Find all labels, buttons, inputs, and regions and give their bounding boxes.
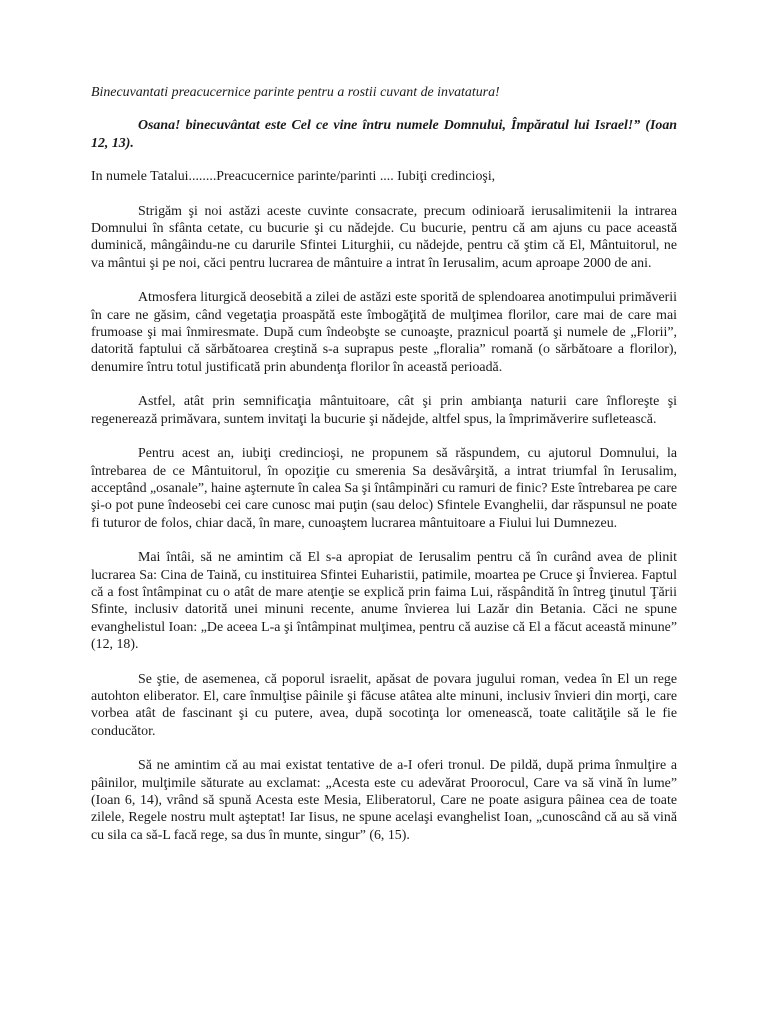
motto-verse: Osana! binecuvântat este Cel ce vine întru numele Domnului, Împăratul lui Israel!” (Ioan 12, 13). [91,118,677,151]
paragraph: Atmosfera liturgică deosebită a zilei de astăzi este sporită de splendoarea anotimpului primăverii în care ne găsim, când vegetaţia proaspătă este îmbogăţită de mulţimea florilor, care mai de care mai frumoase şi mai înmiresmate. După cum îndeobşte se cunoaşte, praznicul poartă şi numele de „Florii”, datorită faptului că sărbătoarea creştină s-a suprapus peste „floralia” romană (o sărbătoare a florilor), denumire întru totul justificată prin abundenţa florilor în această perioadă. [91,290,677,375]
paragraph: Să ne amintim că au mai existat tentative de a-I oferi tronul. De pildă, după prima înmulţire a pâinilor, mulţimile săturate au exclamat: „Acesta este cu adevărat Proorocul, Care va să vină în lume” (Ioan 6, 14), vrând să spună Acesta este Mesia, Eliberatorul, Care ne poate asigura pâinea cea de toate zilele, Regele nostru mult aşteptat! Iar Iisus, ne spune acelaşi evanghelist Ioan, „cunoscând că au să vină cu sila ca să-L facă rege, sa dus în munte, singur” (6, 15). [91,758,677,843]
intro-line: Binecuvantati preacucernice parinte pentru a rostii cuvant de invatatura! [91,85,500,100]
paragraph: Se ştie, de asemenea, că poporul israelit, apăsat de povara jugului roman, vedea în El un rege autohton eliberator. El, care înmulţise pâinile şi făcuse atâtea alte minuni, inclusiv învieri din morţi, care vorbea atât de fascinant şi cu putere, avea, după socotinţa lor omenească, toate calităţile să le fie conducător. [91,671,677,739]
paragraph: Strigăm şi noi astăzi aceste cuvinte consacrate, precum odinioară ierusalimitenii la intrarea Domnului în sfânta cetate, cu bucurie şi cu nădejde. Cu bucurie, pentru că am ajuns cu pace această duminică, mângâindu-ne cu darurile Sfintei Liturghii, cu nădejde, pentru că ştim că El, Mântuitorul, ne va mântui şi pe noi, căci pentru lucrarea de mântuire a intrat în Ierusalim, acum aproape 2000 de ani. [91,203,677,271]
paragraph: Astfel, atât prin semnificaţia mântuitoare, cât şi prin ambianţa naturii care înfloreşte şi regenerează primăvara, suntem invitaţi la bucurie şi nădejde, altfel spus, la împrimăverire sufletească. [91,394,677,427]
opening-line: In numele Tatalui........Preacucernice parinte/parinti .... Iubiţi credincioşi, [91,169,496,185]
document-page [91,84,677,861]
paragraph: Mai întâi, să ne amintim că El s-a apropiat de Ierusalim pentru că în curând avea de plinit lucrarea Sa: Cina de Taină, cu instituirea Sfintei Euharistii, patimile, moartea pe Cruce şi Învierea. Faptul că a fost întâmpinat cu o atât de mare atenţie se explică prin faima Lui, răspândită în întreg ţinutul Ţării Sfinte, inclusiv datorită unei minuni recente, anume învierea lui Lazăr din Betania. Căci ne spune evanghelistul Ioan: „De aceea L-a şi întâmpinat mulţimea, pentru că auzise că El a făcut această minune” (12, 18). [91,550,677,653]
paragraph: Pentru acest an, iubiţi credincioşi, ne propunem să răspundem, cu ajutorul Domnului, la întrebarea de ce Mântuitorul, în opoziţie cu smerenia Sa desăvârşită, a intrat triumfal în Ierusalim, acceptând „osanale”, haine aşternute în calea Sa şi întâmpinări cu ramuri de finic? Este întrebarea pe care şi-o pot pune îndeosebi cei care cunosc mai puţin (sau deloc) Sfintele Evanghelii, dar răspunsul ne poate fi tuturor de folos, chiar dacă, în mare, cunoaştem lucrarea mântuitoare a Fiului lui Dumnezeu. [91,446,677,531]
